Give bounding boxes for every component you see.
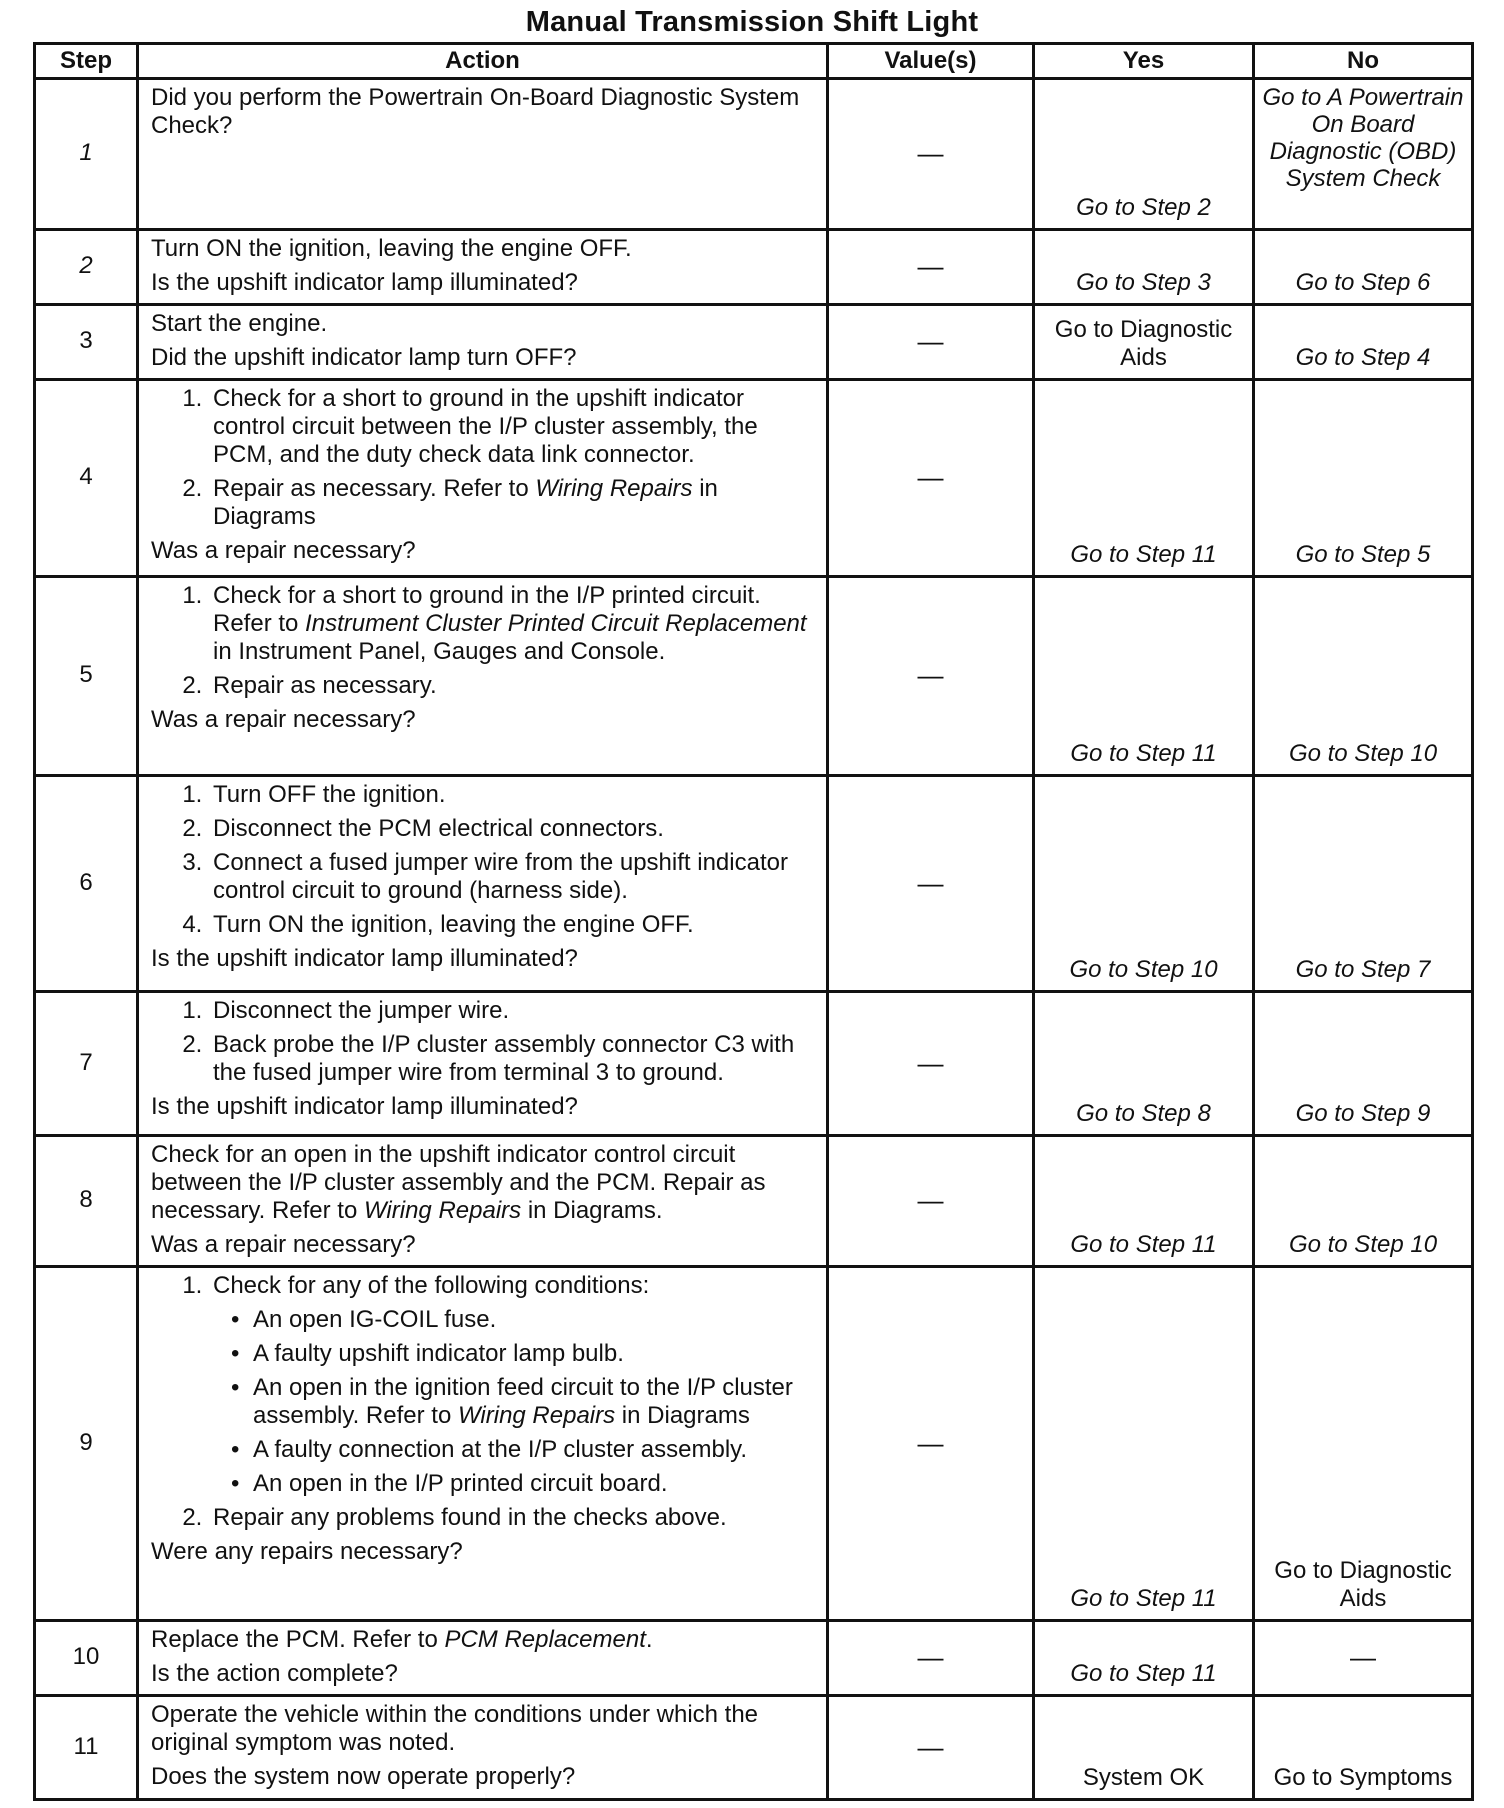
yes-cell: Go to Diagnostic Aids bbox=[1034, 305, 1254, 380]
yes-cell: Go to Step 11 bbox=[1034, 380, 1254, 577]
list-item: 2. Back probe the I/P cluster assembly connector C3 with the fused jumper wire from terminal 3 to ground. bbox=[209, 1031, 814, 1087]
action-cell bbox=[138, 776, 828, 992]
step-number: 8 bbox=[35, 1136, 138, 1267]
action-text: Check for an open in the upshift indicator control circuit between the I/P cluster assembly and the PCM. Repair as necessary. Refer to Wiring Repairs in Diagrams. bbox=[151, 1141, 766, 1224]
table-row bbox=[35, 1136, 1473, 1267]
action-question: Did the upshift indicator lamp turn OFF? bbox=[151, 344, 577, 371]
table-row bbox=[35, 1267, 1473, 1621]
action-cell bbox=[138, 305, 828, 380]
page-title: Manual Transmission Shift Light bbox=[525, 6, 979, 38]
action-question: Is the upshift indicator lamp illuminated? bbox=[151, 1093, 578, 1120]
header-step: Step bbox=[35, 44, 138, 79]
reference-link-text: Wiring Repairs bbox=[535, 475, 693, 502]
value-cell: — bbox=[828, 230, 1034, 305]
table-row bbox=[35, 776, 1473, 992]
yes-cell: Go to Step 11 bbox=[1034, 1136, 1254, 1267]
table-row bbox=[35, 380, 1473, 577]
step-number: 3 bbox=[35, 305, 138, 380]
action-text: Operate the vehicle within the conditions under which the original symptom was noted. bbox=[151, 1701, 759, 1756]
action-cell bbox=[138, 1267, 828, 1621]
numbered-list bbox=[151, 385, 814, 531]
header-action: Action bbox=[138, 44, 828, 79]
no-cell: Go to Step 7 bbox=[1254, 776, 1473, 992]
action-text: Replace the PCM. Refer to PCM Replacement. bbox=[151, 1626, 653, 1653]
yes-cell: Go to Step 10 bbox=[1034, 776, 1254, 992]
action-text: Turn ON the ignition, leaving the engine OFF. bbox=[151, 235, 632, 262]
list-item: 2. Repair as necessary. Refer to Wiring Repairs in Diagrams bbox=[209, 475, 814, 531]
list-item: 1. Check for a short to ground in the I/P printed circuit. Refer to Instrument Cluster Printed Circuit Replacement in Instrument Panel, Gauges and Console. bbox=[209, 582, 814, 666]
table-row bbox=[35, 305, 1473, 380]
reference-link-text: Instrument Cluster Printed Circuit Replacement bbox=[305, 610, 807, 637]
action-cell bbox=[138, 79, 828, 230]
value-cell: — bbox=[828, 380, 1034, 577]
step-number: 4 bbox=[35, 380, 138, 577]
list-item: 2. Repair any problems found in the checks above. bbox=[209, 1504, 814, 1532]
no-cell: Go to Step 10 bbox=[1254, 577, 1473, 776]
no-cell: Go to Symptoms bbox=[1254, 1696, 1473, 1800]
table-header-row bbox=[35, 44, 1473, 79]
value-cell: — bbox=[828, 577, 1034, 776]
step-number: 11 bbox=[35, 1696, 138, 1800]
action-question: Was a repair necessary? bbox=[151, 706, 416, 733]
diagnostic-table bbox=[33, 42, 1474, 1801]
step-number: 5 bbox=[35, 577, 138, 776]
action-cell bbox=[138, 1696, 828, 1800]
reference-link-text: Wiring Repairs bbox=[457, 1402, 616, 1429]
action-question: Does the system now operate properly? bbox=[151, 1763, 576, 1790]
bullet-list bbox=[213, 1306, 814, 1498]
yes-cell: Go to Step 3 bbox=[1034, 230, 1254, 305]
yes-cell: System OK bbox=[1034, 1696, 1254, 1800]
action-cell bbox=[138, 230, 828, 305]
action-cell bbox=[138, 380, 828, 577]
numbered-list bbox=[151, 582, 814, 700]
value-cell: — bbox=[828, 776, 1034, 992]
reference-link-text: PCM Replacement bbox=[444, 1626, 646, 1653]
bullet-item: • An open in the ignition feed circuit to the I/P cluster assembly. Refer to Wiring Repairs in Diagrams bbox=[249, 1374, 814, 1430]
value-cell: — bbox=[828, 1696, 1034, 1800]
table-row bbox=[35, 79, 1473, 230]
numbered-list bbox=[151, 997, 814, 1087]
list-item: 2. Repair as necessary. bbox=[209, 672, 814, 700]
value-cell: — bbox=[828, 79, 1034, 230]
action-question: Is the action complete? bbox=[151, 1660, 398, 1687]
no-cell: Go to Diagnostic Aids bbox=[1254, 1267, 1473, 1621]
action-question: Was a repair necessary? bbox=[151, 537, 416, 564]
no-cell: Go to Step 4 bbox=[1254, 305, 1473, 380]
yes-cell: Go to Step 11 bbox=[1034, 577, 1254, 776]
table-row bbox=[35, 230, 1473, 305]
value-cell: — bbox=[828, 305, 1034, 380]
header-yes: Yes bbox=[1034, 44, 1254, 79]
bullet-item: • An open in the I/P printed circuit board. bbox=[249, 1470, 814, 1498]
yes-cell: Go to Step 11 bbox=[1034, 1621, 1254, 1696]
action-question: Were any repairs necessary? bbox=[151, 1538, 463, 1565]
no-cell: Go to Step 9 bbox=[1254, 992, 1473, 1136]
action-question: Is the upshift indicator lamp illuminated? bbox=[151, 269, 578, 296]
list-item: 4. Turn ON the ignition, leaving the engine OFF. bbox=[209, 911, 814, 939]
table-row bbox=[35, 577, 1473, 776]
step-number: 10 bbox=[35, 1621, 138, 1696]
action-cell bbox=[138, 577, 828, 776]
no-cell: Go to Step 5 bbox=[1254, 380, 1473, 577]
step-number: 9 bbox=[35, 1267, 138, 1621]
step-number: 7 bbox=[35, 992, 138, 1136]
action-cell bbox=[138, 1621, 828, 1696]
value-cell: — bbox=[828, 992, 1034, 1136]
table-row bbox=[35, 1621, 1473, 1696]
numbered-list bbox=[151, 781, 814, 939]
list-item: 1. Turn OFF the ignition. bbox=[209, 781, 814, 809]
no-cell: Go to A Powertrain On Board Diagnostic (OBD) System Check bbox=[1254, 79, 1473, 230]
header-no: No bbox=[1254, 44, 1473, 79]
no-cell: — bbox=[1254, 1621, 1473, 1696]
no-cell: Go to Step 10 bbox=[1254, 1136, 1473, 1267]
action-text: Start the engine. bbox=[151, 310, 328, 337]
list-item: 2. Disconnect the PCM electrical connectors. bbox=[209, 815, 814, 843]
bullet-item: • A faulty upshift indicator lamp bulb. bbox=[249, 1340, 814, 1368]
yes-cell: Go to Step 2 bbox=[1034, 79, 1254, 230]
action-cell bbox=[138, 992, 828, 1136]
header-values: Value(s) bbox=[828, 44, 1034, 79]
step-number: 2 bbox=[35, 230, 138, 305]
list-item: 3. Connect a fused jumper wire from the upshift indicator control circuit to ground (harness side). bbox=[209, 849, 814, 905]
value-cell: — bbox=[828, 1136, 1034, 1267]
yes-cell: Go to Step 8 bbox=[1034, 992, 1254, 1136]
table-row bbox=[35, 1696, 1473, 1800]
action-question: Is the upshift indicator lamp illuminated? bbox=[151, 945, 578, 972]
bullet-item: • A faulty connection at the I/P cluster assembly. bbox=[249, 1436, 814, 1464]
list-item: 1. Check for any of the following conditions: • An open IG-COIL fuse. • A faulty upshift indicator lamp bulb. • An open in the ignition feed circuit to the I/P cluster assembly. Refer to Wiring Repairs in Diagrams • A faulty connection at the I/P cluster assembly. • An open in the I/P printed circuit board. bbox=[209, 1272, 814, 1498]
value-cell: — bbox=[828, 1267, 1034, 1621]
action-question: Was a repair necessary? bbox=[151, 1231, 416, 1258]
numbered-list bbox=[151, 1272, 814, 1532]
list-item: 1. Check for a short to ground in the upshift indicator control circuit between the I/P cluster assembly, the PCM, and the duty check data link connector. bbox=[209, 385, 814, 469]
no-cell: Go to Step 6 bbox=[1254, 230, 1473, 305]
action-text: Did you perform the Powertrain On-Board Diagnostic System Check? bbox=[151, 84, 800, 139]
table-row bbox=[35, 992, 1473, 1136]
step-number: 6 bbox=[35, 776, 138, 992]
yes-cell: Go to Step 11 bbox=[1034, 1267, 1254, 1621]
value-cell: — bbox=[828, 1621, 1034, 1696]
reference-link-text: Wiring Repairs bbox=[363, 1197, 522, 1224]
list-item: 1. Disconnect the jumper wire. bbox=[209, 997, 814, 1025]
action-cell bbox=[138, 1136, 828, 1267]
bullet-item: • An open IG-COIL fuse. bbox=[249, 1306, 814, 1334]
step-number: 1 bbox=[35, 79, 138, 230]
